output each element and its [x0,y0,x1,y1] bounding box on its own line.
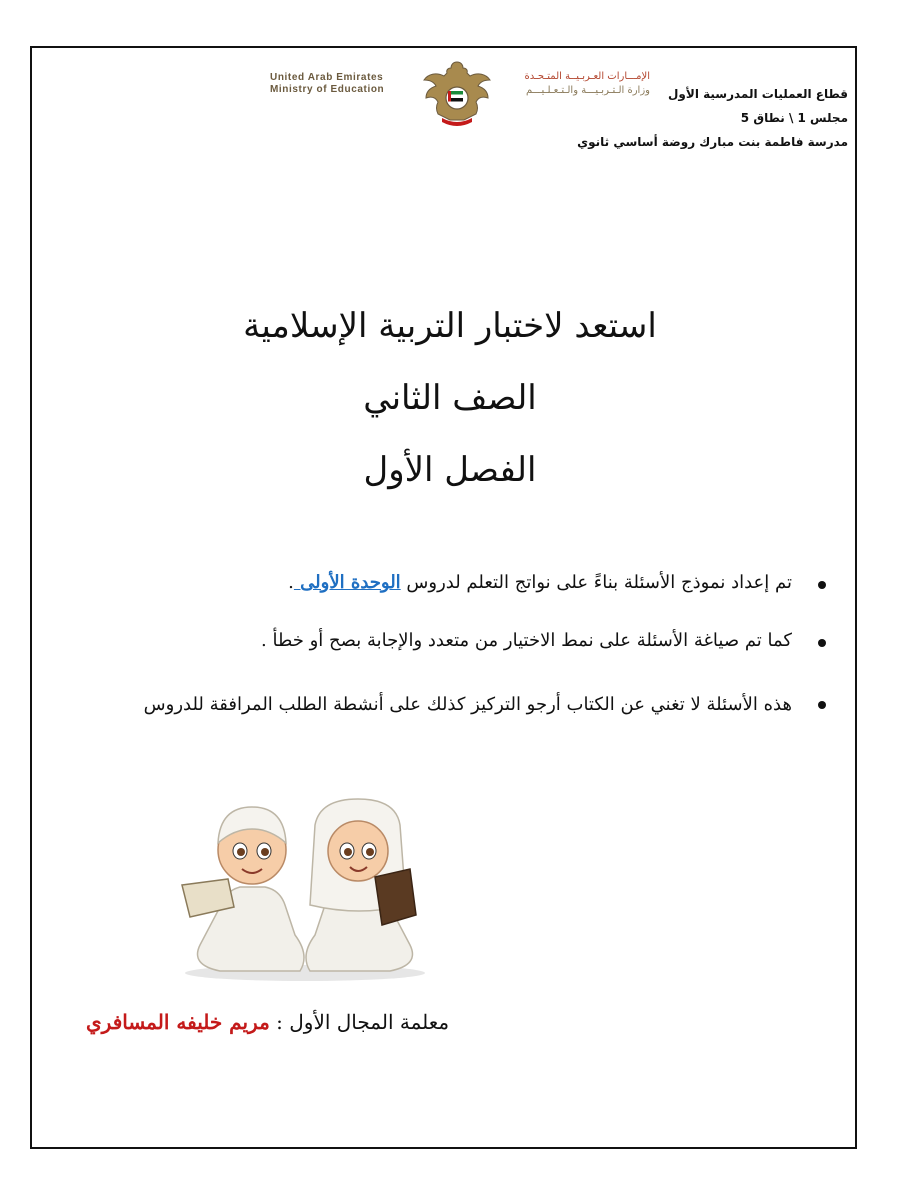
bullet-dot-icon [818,581,826,589]
title-line-2: الصف الثاني [363,378,537,418]
uae-falcon-emblem-icon [420,56,494,130]
children-reading-icon [170,795,440,985]
bullet-item [112,565,792,601]
council-line: مجلس 1 \ نطاق 5 [740,111,848,125]
ministry-logo [270,60,650,136]
logo-arabic-text [510,70,650,98]
bullet-3-text: هذه الأسئلة لا تغني عن الكتاب أرجو التركيز كذلك على أنشطة الطلب المرافقة للدروس [143,694,792,715]
bullet-item [112,673,792,737]
logo-ar-line1: الإمـــارات العـربـيــة المتـحـدة [524,71,650,82]
teacher-label: معلمة المجال الأول : [269,1010,450,1034]
bullet-dot-icon [818,701,826,709]
school-name: مدرسة فاطمة بنت مبارك روضة أساسي ثانوي [577,135,848,149]
bullet-dot-icon [818,639,826,647]
logo-en-line2: Ministry of Education [270,84,385,95]
sector-line: قطاع العمليات المدرسية الأول [668,87,848,101]
logo-ar-line2: وزارة الـتـربـيـــة والـتـعـلـيـــم [526,85,650,96]
page-title [0,290,900,506]
bullet-1-text: تم إعداد نموذج الأسئلة بناءً على نواتج التعلم لدروس [406,572,792,593]
title-line-1: استعد لاختبار التربية الإسلامية [243,306,657,346]
bullet-item [112,623,792,659]
unit-one-link[interactable]: الوحدة الأولى [293,572,401,593]
logo-english-text [270,72,410,96]
bullet-1-end: . [288,572,294,593]
logo-en-line1: United Arab Emirates [270,72,384,83]
teacher-credit [86,1010,526,1034]
bullet-2-text: كما تم صياغة الأسئلة على نمط الاختيار من متعدد والإجابة بصح أو خطأ . [261,630,792,651]
teacher-name: مريم خليفه المسافري [86,1010,270,1034]
intro-bullets [112,565,792,759]
title-line-3: الفصل الأول [363,450,537,490]
